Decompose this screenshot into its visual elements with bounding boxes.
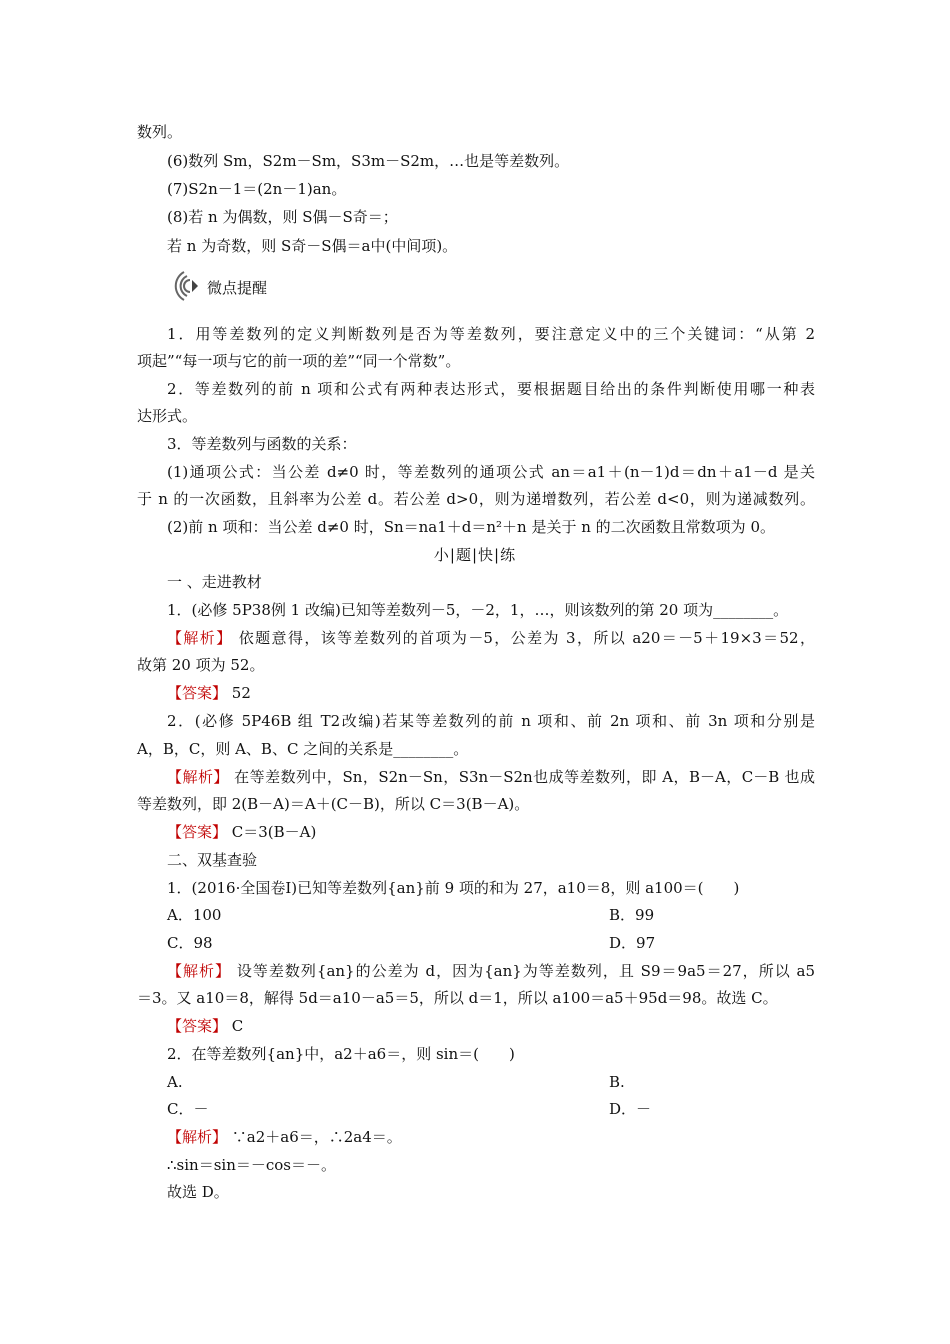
option-c: C．－ — [167, 1100, 209, 1118]
text-line: 2．等差数列的前 n 项和公式有两种表达形式，要根据题目给出的条件判断使用哪一种表 — [167, 380, 815, 398]
option-b: B. — [609, 1073, 625, 1091]
option-a: A. — [167, 1073, 183, 1091]
explanation-text: 设等差数列{an}的公差为 d，因为{an}为等差数列，且 S9＝9a5＝27，所以 a5 — [231, 962, 815, 980]
explanation-text: 依题意得，该等差数列的首项为－5，公差为 3，所以 a20＝－5＋19×3＝52， — [232, 629, 815, 647]
answer-line — [167, 822, 815, 842]
explanation-tag: 【解析】 — [167, 1128, 228, 1146]
text-line: 项起”“每一项与它的前一项的差”“同一个常数”。 — [137, 352, 461, 370]
explanation-line — [167, 961, 815, 981]
explanation-line — [167, 767, 815, 787]
option-a: A．100 — [167, 906, 222, 924]
explanation-line: 故选 D。 — [167, 1183, 229, 1201]
section-title: 小|题|快|练 — [433, 546, 517, 564]
explanation-tag: 【解析】 — [167, 768, 229, 786]
text-line: (6)数列 Sm，S2m－Sm，S3m－S2m，…也是等差数列。 — [167, 152, 570, 170]
option-d: D．97 — [609, 934, 656, 952]
text-line: (2)前 n 项和：当公差 d≠0 时，Sn＝na1＋d＝n²＋n 是关于 n 的二次函数且常数项为 0。 — [167, 518, 775, 536]
answer-text: 52 — [227, 684, 251, 702]
explanation-tag: 【解析】 — [167, 629, 233, 647]
option-d: D．－ — [609, 1100, 652, 1118]
explanation-text: 在等差数列中，Sn，S2n－Sn，S3n－S2n也成等差数列，即 A，B－A，C－B 也成 — [228, 768, 815, 786]
text-line: 数列。 — [137, 123, 183, 141]
text-line: (1)通项公式：当公差 d≠0 时，等差数列的通项公式 an＝a1＋(n－1)d＝dn＋a1－d 是关 — [167, 463, 815, 481]
answer-text: C — [227, 1017, 244, 1035]
text-line: (8)若 n 为偶数，则 S偶－S奇＝； — [167, 208, 398, 226]
text-line: (7)S2n－1＝(2n－1)an。 — [167, 180, 347, 198]
answer-tag: 【答案】 — [167, 823, 228, 841]
answer-line — [167, 683, 815, 703]
answer-text: C＝3(B－A) — [227, 823, 317, 841]
answer-tag: 【答案】 — [167, 684, 228, 702]
explanation-line — [167, 628, 815, 648]
question-text: A，B，C，则 A、B、C 之间的关系是________。 — [137, 740, 469, 758]
explanation-line: 故第 20 项为 52。 — [137, 656, 265, 674]
section-heading: 二、双基查验 — [167, 851, 258, 869]
text-line: 达形式。 — [137, 407, 198, 425]
answer-tag: 【答案】 — [167, 1017, 228, 1035]
text-line: 于 n 的一次函数，且斜率为公差 d。若公差 d>0，则为递增数列，若公差 d<0，则为递减数列。 — [137, 490, 815, 508]
signal-wave-icon — [170, 266, 200, 306]
explanation-line: ＝3。又 a10＝8，解得 5d＝a10－a5＝5，所以 d＝1，所以 a100＝a5＋95d＝98。故选 C。 — [137, 989, 778, 1007]
explanation-tag: 【解析】 — [167, 962, 232, 980]
question-text: 1．(必修 5P38例 1 改编)已知等差数列－5，－2，1，…，则该数列的第 20 项为________。 — [167, 601, 789, 619]
section-heading: 一 、走进教材 — [167, 573, 262, 591]
option-b: B．99 — [609, 906, 655, 924]
option-c: C．98 — [167, 934, 213, 952]
answer-line — [167, 1016, 815, 1036]
tip-heading: 微点提醒 — [207, 279, 268, 297]
text-line: 3．等差数列与函数的关系： — [167, 435, 357, 453]
text-line: 1．用等差数列的定义判断数列是否为等差数列，要注意定义中的三个关键词：“从第 2 — [167, 325, 815, 343]
explanation-line: 等差数列，即 2(B－A)＝A＋(C－B)，所以 C＝3(B－A)。 — [137, 795, 530, 813]
explanation-line: ∴sin＝sin＝－cos＝－。 — [167, 1156, 336, 1174]
question-text: 1．(2016·全国卷Ⅰ)已知等差数列{an}前 9 项的和为 27，a10＝8，则 a100＝( ) — [167, 879, 740, 897]
explanation-line — [167, 1127, 815, 1147]
question-text: 2．在等差数列{an}中，a2＋a6＝，则 sin＝( ) — [167, 1045, 515, 1063]
text-line: 若 n 为奇数，则 S奇－S偶＝a中(中间项)。 — [167, 237, 458, 255]
explanation-text: ∵a2＋a6＝，∴2a4＝。 — [227, 1128, 402, 1146]
question-text: 2．(必修 5P46B 组 T2改编)若某等差数列的前 n 项和、前 2n 项和、前 3n 项和分别是 — [167, 712, 815, 730]
